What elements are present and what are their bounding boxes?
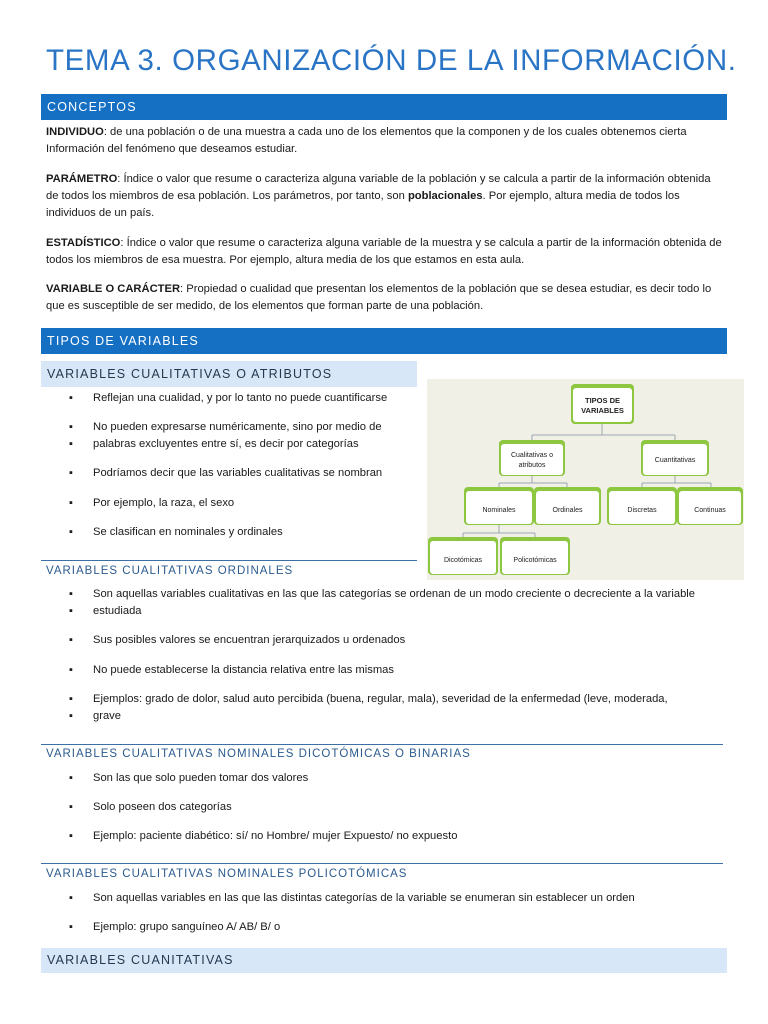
bullet-dicotomicas-1: ▪ Son las que solo pueden tomar dos valores [93,770,308,787]
bullet-cualitativas-1: ▪ Reflejan una cualidad, y por lo tanto no puede cuantificarse [93,390,387,407]
bullet-ordinales-2: ▪ Sus posibles valores se encuentran jerarquizados u ordenados [93,632,405,649]
text-variable: : Propiedad o cualidad que presentan los elementos de la población que se desea estudiar, es decir todo lo que es susceptible de ser medido, de los elementos que forman parte de una población. [46,283,712,312]
term-poblacionales: poblacionales [407,190,483,202]
bullet-cualitativas-5: ▪ Se clasifican en nominales y ordinales [93,524,283,541]
divider-ordinales [41,560,417,561]
term-individuo: INDIVIDUO [46,126,104,138]
bullet-ordinales-1-cont: ▪ estudiada [93,603,142,620]
tipos-variables-diagram [427,379,744,580]
node-ordinales-label: Ordinales [552,507,583,514]
term-estadistico: ESTADÍSTICO [46,237,121,249]
node-root-label-2: VARIABLES [581,406,624,415]
bullet-cualitativas-2-cont: ▪ palabras excluyentes entre sí, es decir por categorías [93,436,359,453]
node-cualitativas-label-1: Cualitativas o [510,452,554,459]
node-discretas [607,487,677,525]
term-variable: VARIABLE O CARÁCTER [46,283,181,295]
bullet-policotomicas-1: ▪ Son aquellas variables en las que las distintas categorías de la variable se enumeran sin establecer un orden [93,890,635,907]
divider-dicotomicas [41,744,723,745]
node-cuantitativas-label: Cuantitativas [654,457,696,464]
node-ordinales [534,487,601,525]
bullet-ordinales-4-cont: ▪ grave [93,708,121,725]
dicotomicas-heading: VARIABLES CUALITATIVAS NOMINALES DICOTÓMICAS O BINARIAS [46,748,471,760]
node-policotomicas-label: Policotómicas [513,557,557,564]
paragraph-parametro [46,171,722,222]
bullet-dicotomicas-3: ▪ Ejemplo: paciente diabético: sí/ no Hombre/ mujer Expuesto/ no expuesto [93,828,457,845]
node-cuantitativas [641,440,709,476]
ordinales-heading: VARIABLES CUALITATIVAS ORDINALES [46,565,294,577]
node-nominales-label: Nominales [482,507,516,514]
paragraph-individuo [46,124,722,158]
node-cualitativas [499,440,565,476]
node-policotomicas [500,537,570,575]
bullet-cualitativas-3: ▪ Podríamos decir que las variables cualitativas se nombran [93,465,382,482]
cualitativas-heading: VARIABLES CUALITATIVAS O ATRIBUTOS [41,361,417,387]
bullet-dicotomicas-2: ▪ Solo poseen dos categorías [93,799,232,816]
bullet-ordinales-3: ▪ No puede establecerse la distancia relativa entre las mismas [93,662,394,679]
bullet-ordinales-4: ▪ Ejemplos: grado de dolor, salud auto percibida (buena, regular, mala), severidad de la enfermedad (leve, moderada, [93,691,668,708]
text-individuo: : de una población o de una muestra a cada uno de los elementos que la componen y de los cuales obtenemos cierta Información del fenómeno que deseamos estudiar. [46,126,687,155]
paragraph-estadistico [46,235,722,269]
cuantitativas-heading: VARIABLES CUANITATIVAS [41,948,727,973]
node-continuas [677,487,743,525]
divider-policotomicas [41,863,723,864]
node-root-label-1: TIPOS DE [584,396,621,405]
node-dicotomicas-label: Dicotómicas [443,557,483,564]
paragraph-variable [46,281,722,315]
node-nominales [464,487,534,525]
section-tipos-heading: TIPOS DE VARIABLES [41,328,727,354]
node-discretas-label: Discretas [627,507,657,514]
node-cualitativas-label-2: atributos [518,462,546,469]
page-title: TEMA 3. ORGANIZACIÓN DE LA INFORMACIÓN. [46,44,737,77]
section-conceptos-heading: CONCEPTOS [41,94,727,120]
text-parametro-a: : Índice o valor que resume o caracteriza alguna variable de la población y se calcula a partir de la información obtenida de todos los miembros de esa población. Los parámetros, por tanto, son [46,173,711,202]
node-dicotomicas [428,537,498,575]
bullet-cualitativas-4: ▪ Por ejemplo, la raza, el sexo [93,495,234,512]
bullet-policotomicas-2: ▪ Ejemplo: grupo sanguíneo A/ AB/ B/ o [93,919,280,936]
text-parametro-b: . Por ejemplo, altura media de todos los individuos de un país. [46,190,680,219]
term-parametro: PARÁMETRO [46,173,118,185]
node-root [571,384,634,424]
bullet-ordinales-1: ▪ Son aquellas variables cualitativas en las que las categorías se ordenan de un modo creciente o decreciente a la variable [93,586,695,603]
bullet-cualitativas-2: ▪ No pueden expresarse numéricamente, sino por medio de [93,419,382,436]
text-estadistico: : Índice o valor que resume o caracteriza alguna variable de la muestra y se calcula a partir de la información obtenida de todos los miembros de esa muestra. Por ejemplo, altura media de los que estamos en esta aula. [46,237,722,266]
node-continuas-label: Continuas [694,507,726,514]
policotomicas-heading: VARIABLES CUALITATIVAS NOMINALES POLICOTÓMICAS [46,868,408,880]
